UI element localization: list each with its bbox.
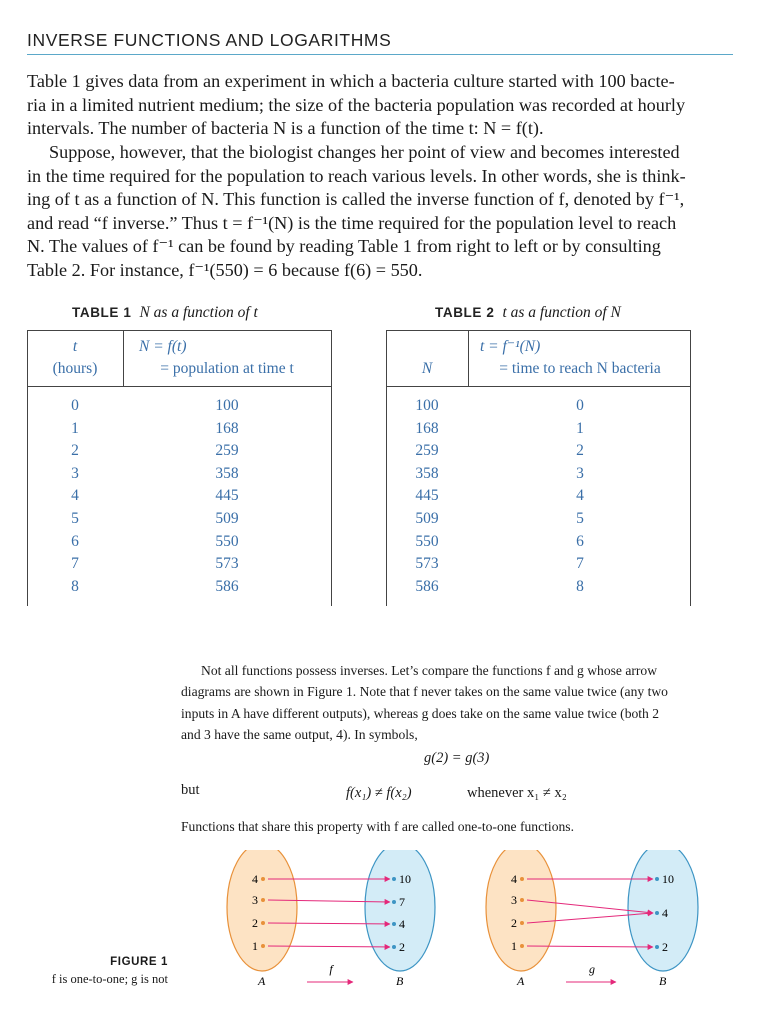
table1-cell-n: 550: [215, 532, 239, 550]
table2-cell-t: 8: [576, 577, 584, 595]
figure-1: [0, 850, 768, 1024]
table1-cell-t: 6: [71, 532, 79, 550]
table1-cell-n: 586: [215, 577, 239, 595]
para3-line: and 3 have the same output, 4). In symbols,: [181, 727, 418, 743]
para2-line: and read “f inverse.” Thus t = f⁻¹(N) is the time required for the population level to reach: [27, 212, 677, 233]
codomain-label: B: [659, 974, 667, 988]
table1-cell-n: 100: [215, 397, 239, 414]
domain-dot: [261, 898, 265, 902]
table1-header-rule: [27, 386, 331, 387]
f-arrow-diagram: [227, 850, 435, 988]
figure-caption-text: f is one-to-one; g is not: [51, 972, 168, 986]
codomain-dot: [392, 945, 396, 949]
table1-col2-header-line: N = f(t): [139, 338, 187, 355]
domain-dot: [520, 877, 524, 881]
table1-t-column: [27, 395, 123, 598]
paragraph-4: Functions that share this property with f are called one-to-one functions.: [181, 819, 574, 834]
para2-line: Table 2. For instance, f⁻¹(550) = 6 because f(6) = 550.: [27, 259, 423, 280]
domain-set-a: [227, 850, 297, 971]
table2-col2-header-line: = time to reach N bacteria: [499, 360, 661, 377]
figure-caption: [38, 956, 168, 987]
table2-header-rule: [386, 386, 690, 387]
table1-col1-header-line: t: [72, 338, 78, 355]
table1-col2-header-line: = population at time t: [160, 360, 294, 377]
para1-line: intervals. The number of bacteria N is a function of the time t: N = f(t).: [27, 118, 544, 139]
table-2: [386, 330, 692, 607]
para3-line: Not all functions possess inverses. Let’s compare the functions f and g whose arrow: [201, 663, 658, 678]
table1-cell-t: 5: [71, 509, 79, 527]
table2-caption: [435, 304, 621, 322]
domain-element: 1: [252, 939, 258, 953]
codomain-element: 4: [399, 917, 405, 931]
table1-cell-n: 445: [215, 487, 239, 505]
domain-set-a: [486, 850, 556, 971]
table2-cell-n: 586: [415, 577, 439, 595]
table2-cell-n: 550: [415, 532, 439, 550]
codomain-dot: [392, 922, 396, 926]
table1-cell-n: 358: [215, 464, 239, 482]
table2-divider: [468, 330, 469, 386]
codomain-element: 4: [662, 906, 668, 920]
domain-element: 2: [511, 916, 517, 930]
codomain-element: 10: [399, 872, 411, 886]
paragraph-3: [181, 660, 735, 746]
codomain-element: 7: [399, 895, 405, 909]
para3-line: diagrams are shown in Figure 1. Note that f never takes on the same value twice (any two: [181, 684, 668, 700]
table1-cell-t: 7: [71, 555, 79, 573]
table2-cell-n: 259: [415, 442, 439, 460]
table1-col1-header-line: (hours): [52, 360, 98, 377]
table2-n-column: [386, 395, 468, 598]
table2-label: TABLE 2: [435, 305, 495, 320]
table1-label: TABLE 1: [72, 305, 132, 320]
table2-t-column: [472, 395, 688, 598]
table1-cell-t: 8: [71, 577, 79, 595]
domain-element: 2: [252, 916, 258, 930]
domain-element: 3: [511, 893, 517, 907]
table1-caption-text: N as a function of t: [139, 304, 258, 321]
table1-caption: [72, 304, 258, 322]
equation-g: g(2) = g(3): [424, 750, 490, 766]
table1-cell-t: 3: [71, 464, 79, 482]
domain-element: 4: [252, 872, 258, 886]
table2-cell-n: 168: [415, 419, 439, 437]
table2-col2-header-line: t = f⁻¹(N): [480, 338, 541, 355]
table2-cell-t: 4: [576, 487, 584, 505]
table2-cell-t: 3: [576, 464, 584, 482]
codomain-dot: [392, 900, 396, 904]
domain-element: 4: [511, 872, 517, 886]
domain-dot: [261, 944, 265, 948]
codomain-dot: [655, 877, 659, 881]
table1-cell-n: 573: [215, 555, 239, 573]
domain-dot: [520, 898, 524, 902]
table2-cell-n: 573: [415, 555, 439, 573]
equation-but: but: [181, 782, 200, 798]
table2-cell-t: 0: [576, 397, 584, 414]
table2-cell-t: 2: [576, 442, 584, 460]
table1-divider: [123, 330, 124, 386]
title-rule: [27, 54, 733, 55]
table1-cell-t: 1: [71, 419, 79, 437]
codomain-element: 2: [662, 940, 668, 954]
function-label: f: [329, 962, 333, 976]
table1-cell-n: 168: [215, 419, 239, 437]
table2-col2-header: [472, 336, 688, 380]
paragraph-1: [27, 70, 735, 141]
codomain-dot: [392, 877, 396, 881]
table1-cell-n: 259: [215, 442, 239, 460]
para2-line: N. The values of f⁻¹ can be found by reading Table 1 from right to left or by consulting: [27, 236, 661, 257]
domain-label: A: [258, 974, 266, 988]
equation-f: f(x₁) ≠ f(x₂): [346, 785, 412, 801]
para1-line: Table 1 gives data from an experiment in which a bacteria culture started with 100 bacte-: [27, 71, 675, 91]
codomain-dot: [655, 945, 659, 949]
table2-cell-n: 358: [415, 464, 439, 482]
function-label: g: [589, 962, 595, 976]
table1-cell-t: 0: [71, 397, 79, 414]
equation-condition: whenever x₁ ≠ x₂: [467, 785, 567, 801]
table2-cell-t: 6: [576, 532, 584, 550]
para1-line: ria in a limited nutrient medium; the size of the bacteria population was recorded at hourly: [27, 94, 686, 115]
para2-line: Suppose, however, that the biologist changes her point of view and becomes interested: [49, 142, 680, 162]
codomain-label: B: [396, 974, 404, 988]
table2-cell-t: 7: [576, 555, 584, 573]
table-1: [27, 330, 332, 607]
domain-dot: [520, 921, 524, 925]
table2-col1-header: N: [421, 360, 433, 377]
codomain-element: 2: [399, 940, 405, 954]
table2-cell-n: 100: [415, 397, 439, 414]
table1-cell-t: 4: [71, 487, 79, 505]
figure-label: FIGURE 1: [110, 956, 168, 968]
paragraph-2: [27, 141, 735, 283]
table2-caption-text: t as a function of N: [502, 304, 621, 321]
table1-cell-n: 509: [215, 509, 239, 527]
codomain-dot: [655, 911, 659, 915]
para2-line: ing of t as a function of N. This function is called the inverse function of f, denoted by f⁻¹,: [27, 189, 685, 210]
domain-dot: [261, 921, 265, 925]
domain-label: A: [517, 974, 525, 988]
para2-line: in the time required for the population to reach various levels. In other words, she is think-: [27, 165, 686, 186]
table2-cell-n: 509: [415, 509, 439, 527]
domain-element: 1: [511, 939, 517, 953]
table2-cell-n: 445: [415, 487, 439, 505]
table2-cell-t: 1: [576, 419, 584, 437]
codomain-element: 10: [662, 872, 674, 886]
table2-cell-t: 5: [576, 509, 584, 527]
table1-cell-t: 2: [71, 442, 79, 460]
para3-line: inputs in A have different outputs), whereas g does take on the same value twice (both 2: [181, 705, 660, 721]
table1-n-column: [127, 395, 327, 598]
table1-col1-header: [27, 336, 123, 380]
g-arrow-diagram: [486, 850, 698, 988]
domain-dot: [261, 877, 265, 881]
section-title: INVERSE FUNCTIONS AND LOGARITHMS: [27, 30, 392, 50]
domain-element: 3: [252, 893, 258, 907]
table1-col2-header: [127, 336, 327, 380]
domain-dot: [520, 944, 524, 948]
